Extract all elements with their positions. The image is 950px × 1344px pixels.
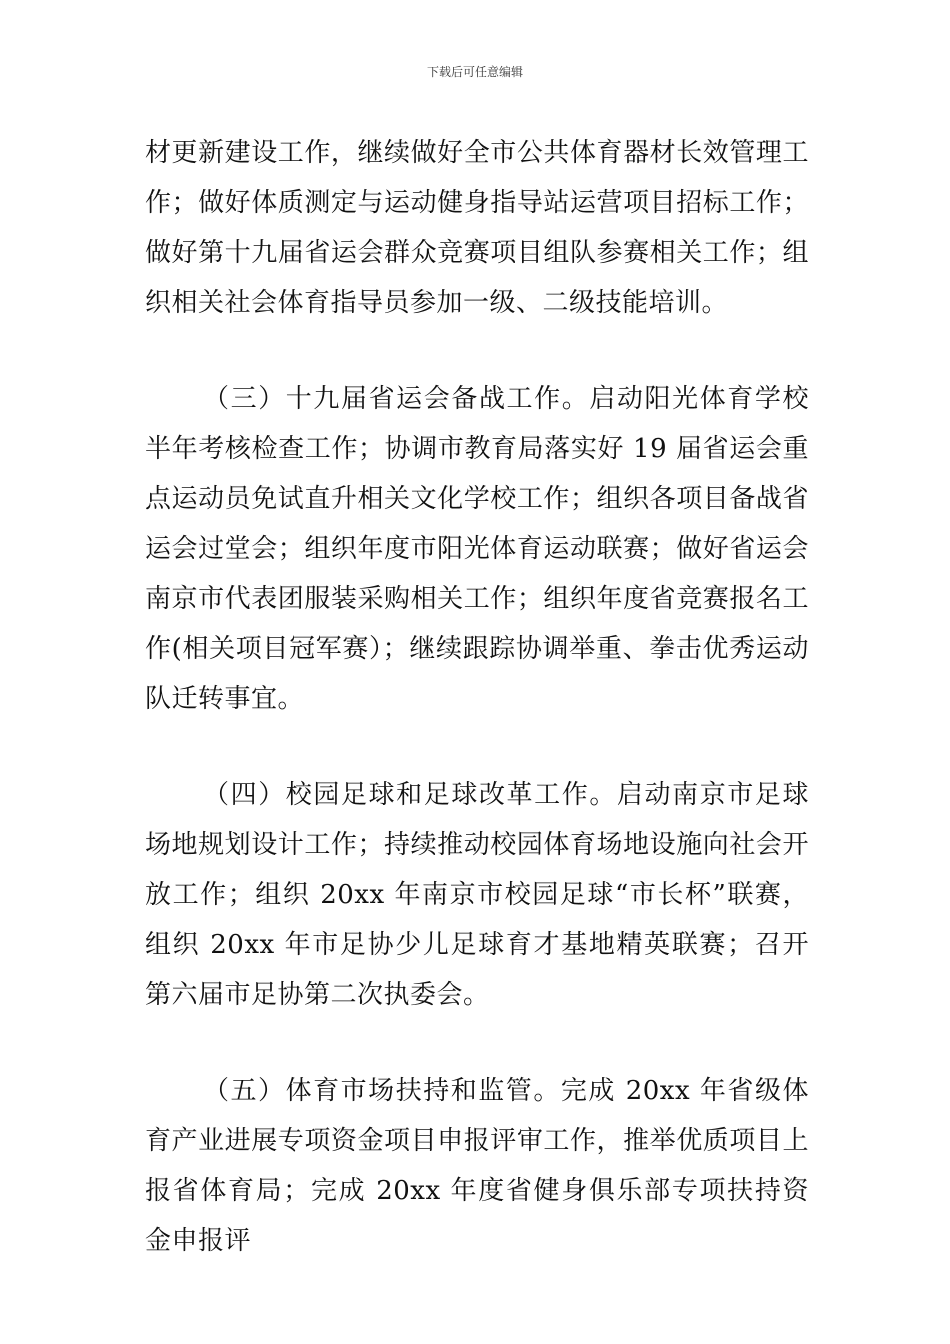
paragraph-section-four: （四）校园足球和足球改革工作。启动南京市足球场地规划设计工作；持续推动校园体育场地设施向社会开放工作；组织 20xx 年南京市校园足球“市长杯”联赛，组织 20xx 年市足协少儿足球育才基地精英联赛；召开第六届市足协第二次执委会。: [145, 780, 809, 1010]
paragraph-gap: [145, 1020, 809, 1066]
paragraph-gap: [145, 724, 809, 770]
page-header-note: 下载后可任意编辑: [426, 65, 523, 79]
paragraph-section-five: （五）体育市场扶持和监管。完成 20xx 年省级体育产业进展专项资金项目申报评审工作，推举优质项目上报省体育局；完成 20xx 年度省健身俱乐部专项扶持资金申报评: [145, 1076, 809, 1256]
paragraph-continuation: 材更新建设工作，继续做好全市公共体育器材长效管理工作；做好体质测定与运动健身指导站运营项目招标工作；做好第十九届省运会群众竞赛项目组队参赛相关工作；组织相关社会体育指导员参加一级、二级技能培训。: [145, 138, 809, 318]
paragraph-gap: [145, 328, 809, 374]
paragraph-section-three: （三）十九届省运会备战工作。启动阳光体育学校半年考核检查工作；协调市教育局落实好 19 届省运会重点运动员免试直升相关文化学校工作；组织各项目备战省运会过堂会；组织年度市阳光体育运动联赛；做好省运会南京市代表团服装采购相关工作；组织年度省竞赛报名工作(相关项目冠军赛）；继续跟踪协调举重、拳击优秀运动队迁转事宜。: [145, 384, 809, 714]
document-body: [145, 128, 809, 1266]
